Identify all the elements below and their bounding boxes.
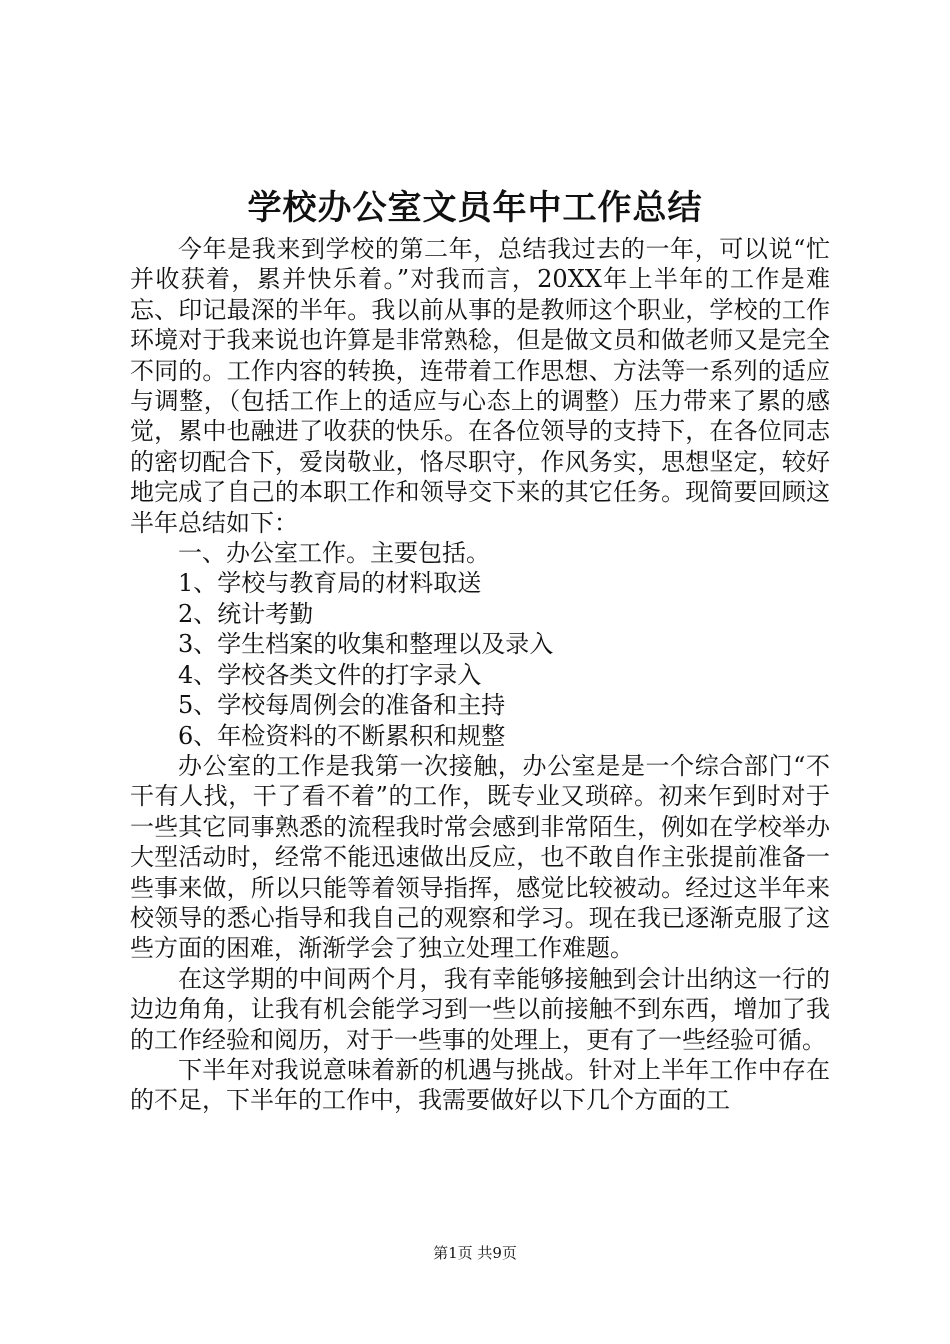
list-item: 3、学生档案的收集和整理以及录入 xyxy=(178,630,554,659)
intro-paragraph: 今年是我来到学校的第二年，总结我过去的一年，可以说“忙并收获着，累并快乐着。”对我而言，20XX年上半年的工作是难忘、印记最深的半年。我以前从事的是教师这个职业，学校的工作环境对于我来说也许算是非常熟稔，但是做文员和做老师又是完全不同的。工作内容的转换，连带着工作思想、方法等一系列的适应与调整，（包括工作上的适应与心态上的调整）压力带来了累的感觉，累中也融进了收获的快乐。在各位领导的支持下，在各位同志的密切配合下，爱岗敬业，恪尽职守，作风务实，思想坚定，较好地完成了自己的本职工作和领导交下来的其它任务。现简要回顾这半年总结如下： xyxy=(130,235,830,537)
list-item: 5、学校每周例会的准备和主持 xyxy=(178,691,506,720)
list-item: 4、学校各类文件的打字录入 xyxy=(178,660,482,689)
document-body xyxy=(130,234,830,1116)
list-item: 2、统计考勤 xyxy=(178,599,314,628)
list-item: 1、学校与教育局的材料取送 xyxy=(178,569,482,598)
list-item: 6、年检资料的不断累积和规整 xyxy=(178,721,506,750)
section-heading: 一、办公室工作。主要包括。 xyxy=(178,539,490,568)
document-title: 学校办公室文员年中工作总结 xyxy=(247,188,703,228)
body-paragraph: 下半年对我说意味着新的机遇与挑战。针对上半年工作中存在的不足，下半年的工作中，我需要做好以下几个方面的工 xyxy=(130,1055,830,1115)
page-footer: 第1页 共9页 xyxy=(433,1244,517,1262)
body-paragraph: 在这学期的中间两个月，我有幸能够接触到会计出纳这一行的边边角角，让我有机会能学习到一些以前接触不到东西，增加了我的工作经验和阅历，对于一些事的处理上，更有了一些经验可循。 xyxy=(130,964,830,1054)
body-paragraph: 办公室的工作是我第一次接触，办公室是是一个综合部门“不干有人找，干了看不着”的工作，既专业又琐碎。初来乍到时对于一些其它同事熟悉的流程我时常会感到非常陌生，例如在学校举办大型活动时，经常不能迅速做出反应，也不敢自作主张提前准备一些事来做，所以只能等着领导指挥，感觉比较被动。经过这半年来校领导的悉心指导和我自己的观察和学习。现在我已逐渐克服了这些方面的困难，渐渐学会了独立处理工作难题。 xyxy=(130,751,830,963)
